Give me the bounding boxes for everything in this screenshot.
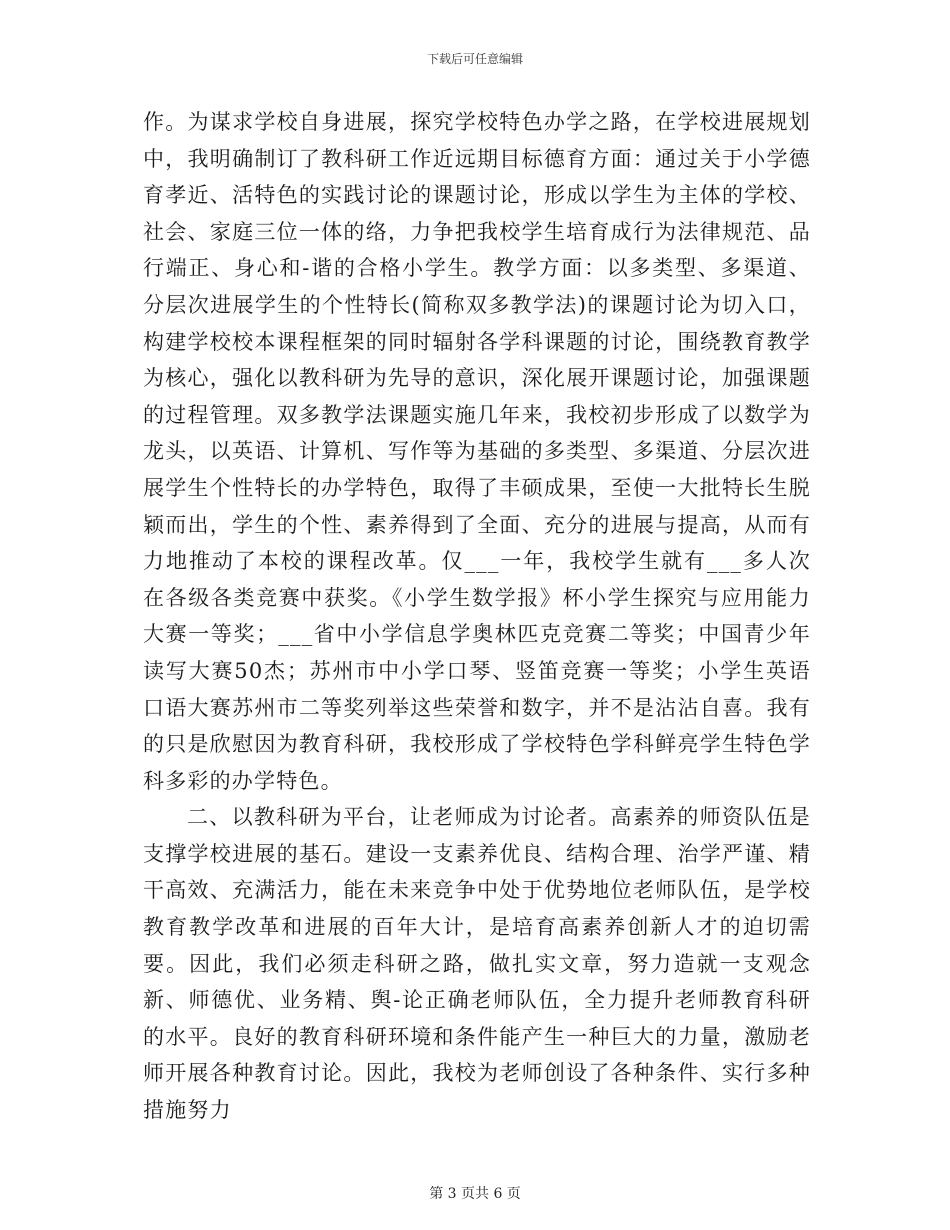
- page-header-note: 下载后可任意编辑: [426, 52, 523, 66]
- body-paragraph-2: 二、以教科研为平台，让老师成为讨论者。高素养的师资队伍是支撑学校进展的基石。建设一支素养优良、结构合理、治学严谨、精干高效、充满活力，能在未来竞争中处于优势地位老师队伍，是学校教育教学改革和进展的百年大计，是培育高素养创新人才的迫切需要。因此，我们必须走科研之路，做扎实文章，努力造就一支观念新、师德优、业务精、舆-论正确老师队伍，全力提升老师教育科研的水平。良好的教育科研环境和条件能产生一种巨大的力量，激励老师开展各种教育讨论。因此，我校为老师创设了各种条件、实行多种措施努力: [143, 805, 811, 1123]
- page-number-footer: 第 3 页共 6 页: [429, 1186, 521, 1202]
- document-body: [143, 104, 811, 1129]
- body-paragraph-1: 作。为谋求学校自身进展，探究学校特色办学之路，在学校进展规划中，我明确制订了教科研工作近远期目标德育方面：通过关于小学德育孝近、活特色的实践讨论的课题讨论，形成以学生为主体的学校、社会、家庭三位一体的络，力争把我校学生培育成行为法律规范、品行端正、身心和-谐的合格小学生。教学方面：以多类型、多渠道、分层次进展学生的个性特长(简称双多教学法)的课题讨论为切入口，构建学校校本课程框架的同时辐射各学科课题的讨论，围绕教育教学为核心，强化以教科研为先导的意识，深化展开课题讨论，加强课题的过程管理。双多教学法课题实施几年来，我校初步形成了以数学为龙头，以英语、计算机、写作等为基础的多类型、多渠道、分层次进展学生个性特长的办学特色，取得了丰硕成果，至使一大批特长生脱颖而出，学生的个性、素养得到了全面、充分的进展与提高，从而有力地推动了本校的课程改革。仅___一年，我校学生就有___多人次在各级各类竞赛中获奖。《小学生数学报》杯小学生探究与应用能力大赛一等奖；___省中小学信息学奥林匹克竞赛二等奖；中国青少年读写大赛50杰；苏州市中小学口琴、竖笛竞赛一等奖；小学生英语口语大赛苏州市二等奖列举这些荣誉和数字，并不是沾沾自喜。我有的只是欣慰因为教育科研，我校形成了学校特色学科鲜亮学生特色学科多彩的办学特色。: [143, 110, 811, 793]
